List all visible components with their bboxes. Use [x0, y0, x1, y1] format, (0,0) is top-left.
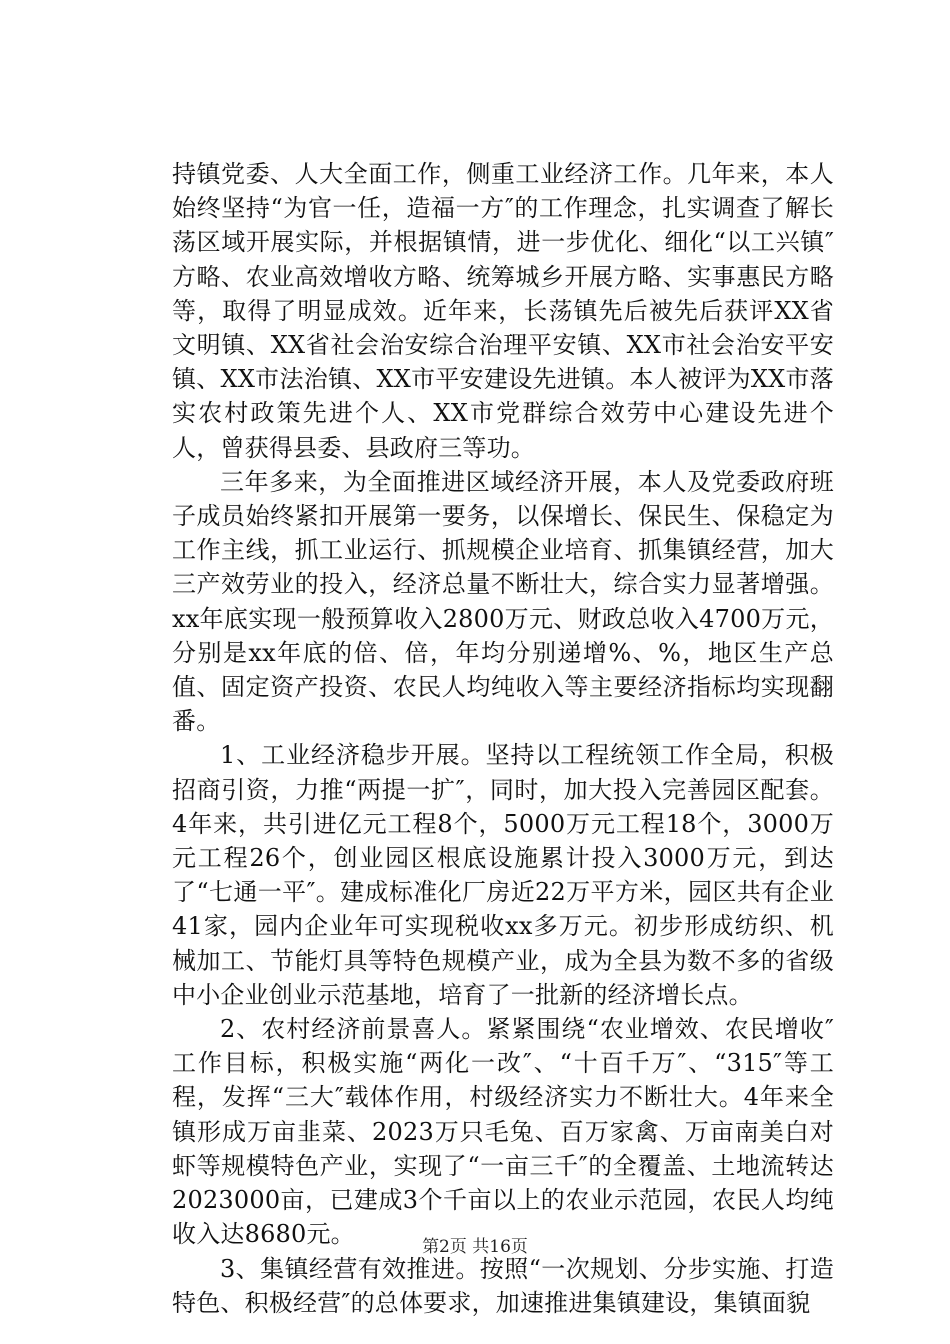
document-body	[172, 157, 834, 1320]
paragraph-4: 2、农村经济前景喜人。紧紧围绕“农业增效、农民增收″工作目标，积极实施“两化一改″、“十百千万″、“315″等工程，发挥“三大″载体作用，村级经济实力不断壮大。4年来全镇形成万亩韭菜、2023万只毛兔、百万家禽、万亩南美白对虾等规模特色产业，实现了“一亩三千″的全覆盖、土地流转达2023000亩，已建成3个千亩以上的农业示范园，农民人均纯收入达8680元。	[172, 1015, 834, 1249]
page-footer: 第2页 共16页	[422, 1237, 528, 1257]
paragraph-5: 3、集镇经营有效推进。按照“一次规划、分步实施、打造特色、积极经营″的总体要求，加速推进集镇建设，集镇面貌	[172, 1254, 834, 1317]
paragraph-2: 三年多来，为全面推进区域经济开展，本人及党委政府班子成员始终紧扣开展第一要务，以保增长、保民生、保稳定为工作主线，抓工业运行、抓规模企业培育、抓集镇经营，加大三产效劳业的投入，经济总量不断壮大，综合实力显著增强。xx年底实现一般预算收入2800万元、财政总收入4700万元，分别是xx年底的倍、倍，年均分别递增%、%，地区生产总值、固定资产投资、农民人均纯收入等主要经济指标均实现翻番。	[172, 467, 834, 736]
paragraph-1: 持镇党委、人大全面工作，侧重工业经济工作。几年来，本人始终坚持“为官一任，造福一方″的工作理念，扎实调查了解长荡区域开展实际，并根据镇情，进一步优化、细化“以工兴镇″方略、农业高效增收方略、统筹城乡开展方略、实事惠民方略等，取得了明显成效。近年来，长荡镇先后被先后获评XX省文明镇、XX省社会治安综合治理平安镇、XX市社会治安平安镇、XX市法治镇、XX市平安建设先进镇。本人被评为XX市落实农村政策先进个人、XX市党群综合效劳中心建设先进个人，曾获得县委、县政府三等功。	[172, 160, 834, 462]
paragraph-3: 1、工业经济稳步开展。坚持以工程统领工作全局，积极招商引资，力推“两提一扩″，同时，加大投入完善园区配套。4年来，共引进亿元工程8个，5000万元工程18个，3000万元工程26个，创业园区根底设施累计投入3000万元，到达了“七通一平″。建成标准化厂房近22万平方米，园区共有企业41家，园内企业年可实现税收xx多万元。初步形成纺织、机械加工、节能灯具等特色规模产业，成为全县为数不多的省级中小企业创业示范基地，培育了一批新的经济增长点。	[172, 741, 834, 1009]
